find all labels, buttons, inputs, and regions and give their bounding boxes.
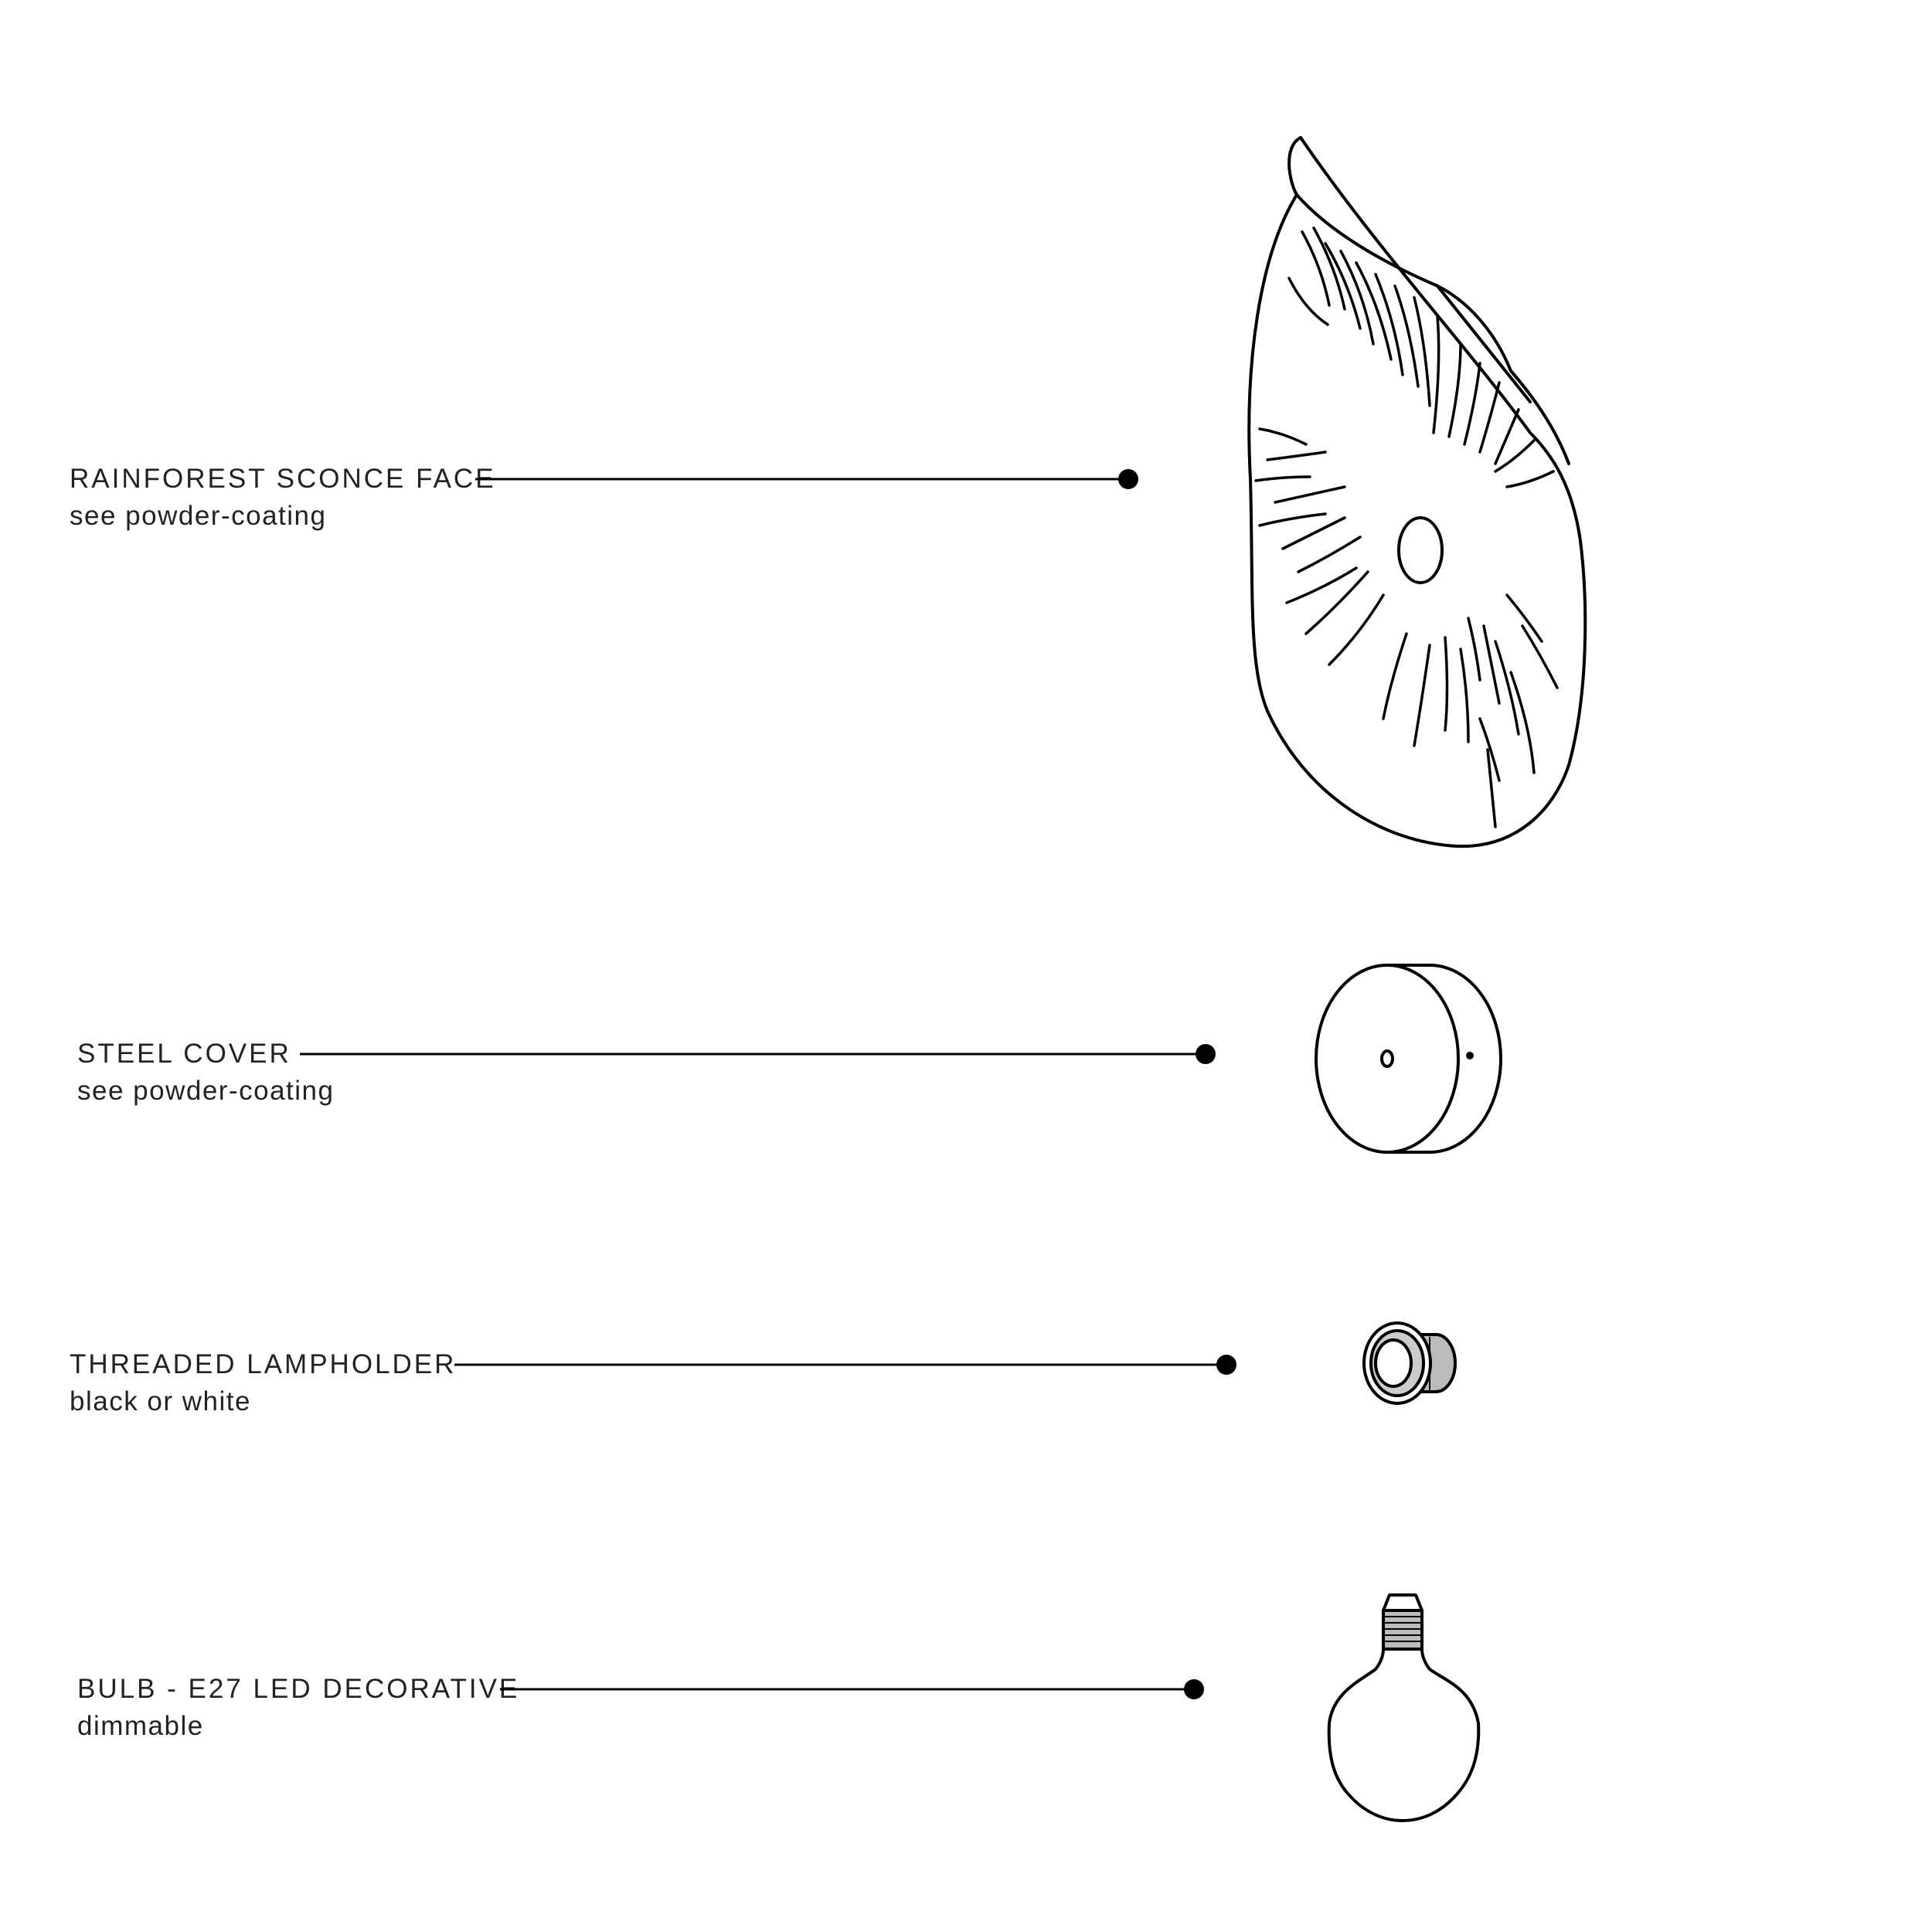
leader-line-lampholder xyxy=(454,1355,1236,1375)
leader-line-bulb xyxy=(500,1679,1204,1699)
part-subtitle: see powder-coating xyxy=(70,501,327,531)
leader-line-steel-cover xyxy=(300,1044,1216,1064)
leader-line-sconce-face xyxy=(475,469,1138,489)
sconce-face-icon xyxy=(1249,138,1585,846)
steel-cover-icon xyxy=(1316,965,1501,1152)
part-subtitle: black or white xyxy=(70,1386,251,1416)
part-title: BULB - E27 LED DECORATIVE xyxy=(77,1674,520,1704)
part-title: STEEL COVER xyxy=(77,1039,291,1069)
part-subtitle: dimmable xyxy=(77,1711,204,1741)
bulb-icon xyxy=(1329,1595,1479,1821)
part-title: THREADED LAMPHOLDER xyxy=(70,1349,457,1379)
part-subtitle: see powder-coating xyxy=(77,1076,335,1106)
part-title: RAINFOREST SCONCE FACE xyxy=(70,464,496,494)
lampholder-icon xyxy=(1364,1323,1455,1403)
